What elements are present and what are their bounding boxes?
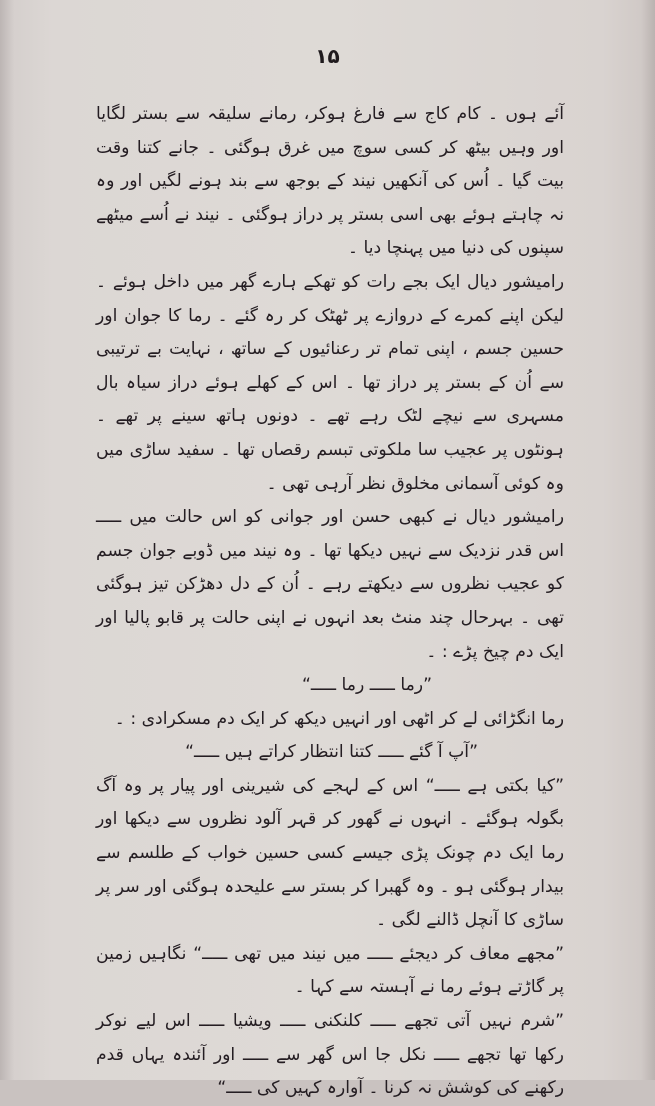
- dialogue-line-rama-call: ”رما ـــــ رما ـــــ“: [301, 675, 432, 696]
- paragraph-1: آئے ہوں ۔ کام کاج سے فارغ ہوکر، رمانے سلیقہ سے بستر لگایا اور وہیں بیٹھ کر کسی سوچ میں غرق ہوگئی ۔ جانے کتنا وقت بیت گیا ۔ اُس کی آنکھیں نیند کے بوجھ سے بند ہونے لگیں اور وہ نہ چاہتے ہوئے بھی اسی بستر پر دراز ہوگئی ۔ نیند نے اُسے میٹھے سپنوں کی دنیا میں پہنچا دیا ۔: [96, 104, 564, 259]
- paragraph-4: رما انگڑائی لے کر اٹھی اور انہیں دیکھ کر ایک دم مسکرادی : ۔: [114, 708, 564, 729]
- page-number: ۱۵: [315, 44, 340, 68]
- paragraph-7: ”شرم نہیں آتی تجھے ـــــ کلنکنی ـــــ ویشیا ـــــ اس لیے نوکر رکھا تھا تجھے ـــــ نکل جا اس گھر سے ـــــ اور آئندہ یہاں قدم رکھنے کی کوشش نہ کرنا ۔ آوارہ کہیں کی ـــــ“: [96, 1011, 564, 1099]
- paragraph-3: رامیشور دیال نے کبھی حسن اور جوانی کو اس حالت میں ـــــ اس قدر نزدیک سے نہیں دیکھا تھا ۔ وہ نیند میں ڈوبے جوان جسم کو عجیب نظروں سے دیکھتے رہے ۔ اُن کے دل دھڑکن تیز ہوگئی تھی ۔ بہرحال چند منٹ بعد انہوں نے اپنی حالت پر قابو پالیا اور ایک دم چیخ پڑے : ۔: [96, 507, 564, 662]
- paragraph-5: ”کیا بکتی ہے ـــــ“ اس کے لہجے کی شیرینی اور پیار پر وہ آگ بگولہ ہوگئے ۔ انہوں نے گھور کر قہر آلود نظروں سے دیکھا اور رما ایک دم چونک پڑی جیسے کسی حسین خواب کے طلسم سے بیدار ہوگئی ہو ۔ وہ گھبرا کر بستر سے علیحدہ ہوگئی اور سر پر ساڑی کا آنچل ڈالنے لگی ۔: [96, 775, 564, 931]
- page-text: [96, 98, 564, 1106]
- page-left-shadow: [0, 0, 14, 1080]
- dialogue-line-aap-aa-gaye: ”آپ آ گئے ـــــ کتنا انتظار کراتے ہیں ـــــ“: [185, 742, 478, 763]
- paragraph-6: ”مجھے معاف کر دیجئے ـــــ میں نیند میں تھی ـــــ“ نگاہیں زمین پر گاڑتے ہوئے رما نے آہستہ سے کہا ۔: [96, 943, 564, 998]
- paragraph-2: رامیشور دیال ایک بجے رات کو تھکے ہارے گھر میں داخل ہوئے ۔ لیکن اپنے کمرے کے دروازے پر ٹھٹک کر رہ گئے ۔ رما کا جوان اور حسین جسم ، اپنی تمام تر رعنائیوں کے ساتھ ، نہایت بے ترتیبی سے اُن کے بستر پر دراز تھا ۔ اس کے کھلے ہوئے دراز سیاہ بال مسہری سے نیچے لٹک رہے تھے ۔ دونوں ہاتھ سینے پر تھے ۔ ہونٹوں پر عجیب سا ملکوتی تبسم رقصاں تھا ۔ سفید ساڑی میں وہ کوئی آسمانی مخلوق نظر آرہی تھی ۔: [96, 271, 564, 494]
- page-right-shadow: [641, 0, 655, 1080]
